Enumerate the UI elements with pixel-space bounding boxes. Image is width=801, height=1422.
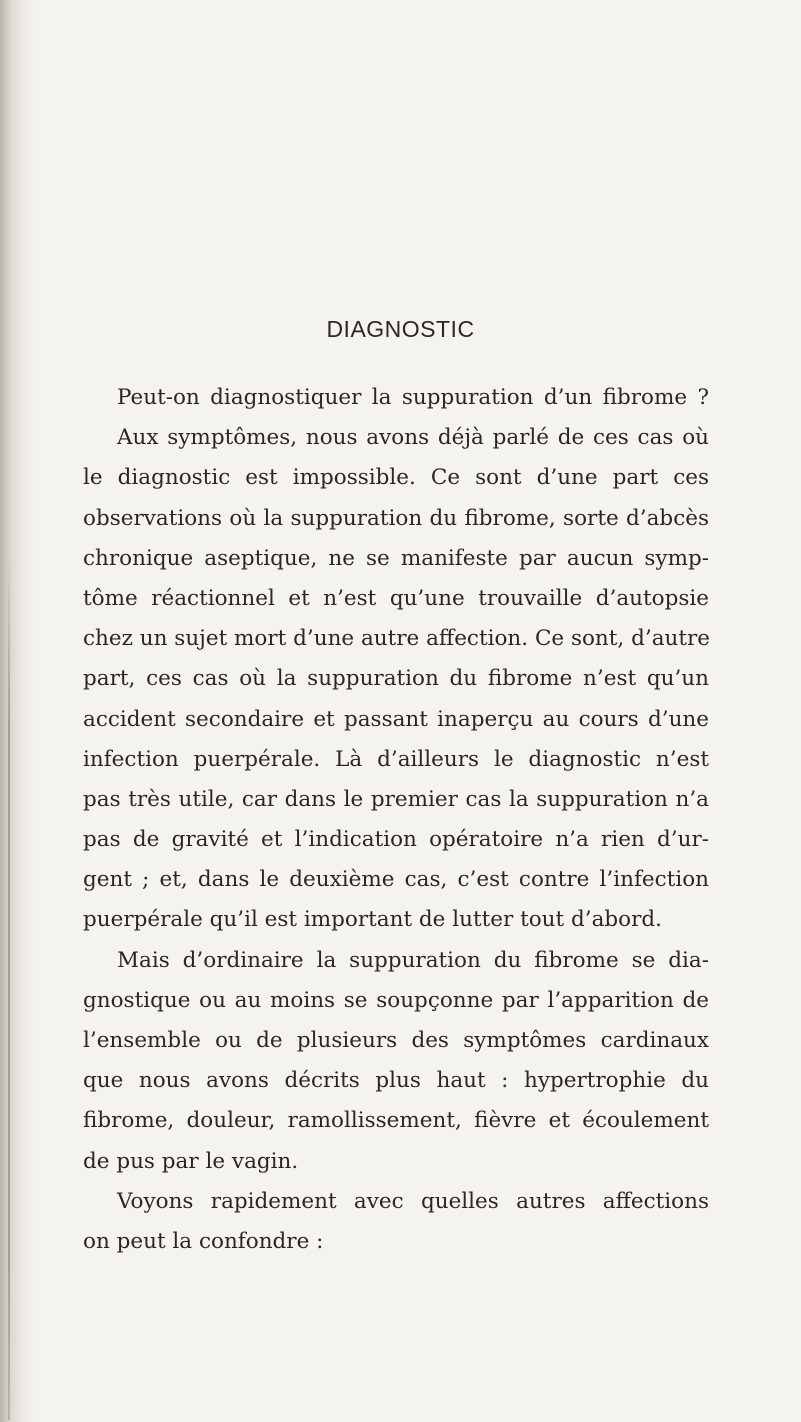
text-line: fibrome, douleur, ramollissement, fièvre et écoulement: [83, 1108, 709, 1134]
page-heading: DIAGNOSTIC: [326, 316, 475, 342]
page-binding-edge: [8, 560, 10, 1420]
text-line: Voyons rapidement avec quelles autres affections: [117, 1188, 709, 1214]
text-line: chez un sujet mort d’une autre affection. Ce sont, d’autre: [83, 626, 710, 652]
text-line: infection puerpérale. Là d’ailleurs le diagnostic n’est: [83, 746, 709, 772]
text-line: accident secondaire et passant inaperçu au cours d’une: [83, 706, 709, 732]
text-line: de pus par le vagin.: [83, 1148, 299, 1174]
text-line: que nous avons décrits plus haut : hypertrophie du: [83, 1068, 709, 1094]
text-line: observations où la suppuration du fibrome, sorte d’abcès: [83, 505, 709, 531]
text-line: pas très utile, car dans le premier cas la suppuration n’a: [83, 786, 709, 812]
text-line: gnostique ou au moins se soupçonne par l’apparition de: [83, 987, 709, 1013]
text-line: part, ces cas où la suppuration du fibrome n’est qu’un: [83, 666, 709, 692]
text-line: puerpérale qu’il est important de lutter tout d’abord.: [83, 907, 662, 933]
text-line: l’ensemble ou de plusieurs des symptômes cardinaux: [83, 1028, 709, 1053]
text-line: Aux symptômes, nous avons déjà parlé de ces cas où: [117, 425, 709, 451]
text-line: on peut la confondre :: [83, 1228, 324, 1254]
text-line: le diagnostic est impossible. Ce sont d’une part ces: [83, 465, 709, 491]
page-gutter-shadow: [0, 0, 34, 1422]
text-line: chronique aseptique, ne se manifeste par aucun symp-: [83, 545, 709, 571]
text-line: pas de gravité et l’indication opératoire n’a rien d’ur-: [83, 827, 709, 853]
text-line: tôme réactionnel et n’est qu’une trouvaille d’autopsie: [83, 585, 709, 611]
text-line: Peut-on diagnostiquer la suppuration d’un fibrome ?: [117, 385, 709, 410]
body-text: [83, 378, 709, 1262]
text-line: Mais d’ordinaire la suppuration du fibrome se dia-: [117, 947, 709, 973]
text-line: gent ; et, dans le deuxième cas, c’est contre l’infection: [83, 867, 709, 893]
